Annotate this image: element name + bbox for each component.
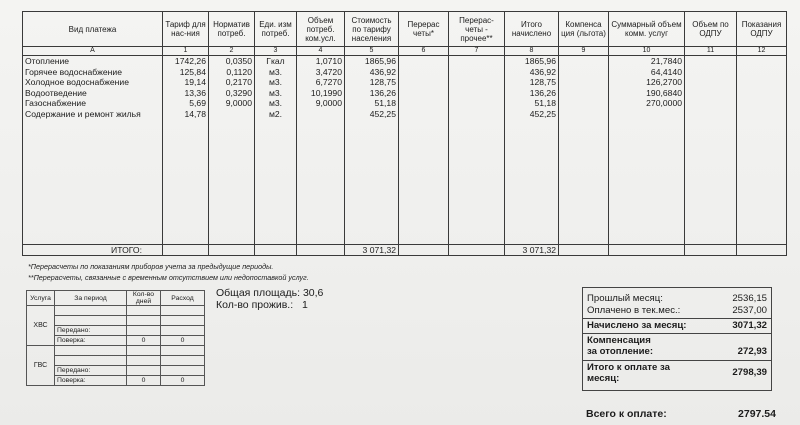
total-value: 436,92 [529, 66, 556, 77]
meter-readings-table [26, 290, 205, 386]
totals-empty [685, 245, 737, 256]
summary-value: 2537,00 [732, 305, 767, 316]
summary-label: Оплачено в тек.мес.: [587, 305, 681, 316]
summary-compensation [583, 333, 771, 359]
meter-consumption: 0 [161, 376, 205, 386]
sum-volume-value: 21,7840 [650, 56, 682, 66]
norm-value: 0,0350 [225, 56, 252, 66]
summary-to-pay [583, 360, 771, 386]
col-header: Норматив потреб. [209, 12, 255, 47]
totals-empty [609, 245, 685, 256]
meter-days: 0 [127, 376, 161, 386]
meter-check: Поверка: [55, 376, 127, 386]
summary-value: 272,93 [737, 346, 767, 357]
grand-total [586, 408, 776, 420]
total-area-value: 30,6 [302, 287, 324, 299]
tariff-value: 1742,26 [174, 56, 206, 66]
index-row [23, 47, 787, 56]
volume-value: 1,0710 [315, 56, 342, 66]
sum-volume-value: 64,4140 [650, 66, 682, 77]
meter-cell [127, 366, 161, 376]
norm-value: 0,3290 [225, 87, 252, 98]
total-column [505, 56, 559, 245]
charges-body [23, 56, 787, 245]
col-index: 1 [163, 47, 209, 56]
unit-value: Гкал [266, 56, 285, 66]
col-index: 11 [685, 47, 737, 56]
meter-col-header: За период [55, 291, 127, 306]
cost-value: 1865,96 [364, 56, 396, 66]
meter-cell [161, 306, 205, 316]
col-header: Перерас-четы - прочее** [449, 12, 505, 47]
service-name: Отопление [25, 56, 70, 66]
meter-cell [127, 316, 161, 326]
summary-value: 2798,39 [732, 367, 767, 378]
summary-label: Компенсация [587, 335, 651, 346]
col-header: Перерас четы* [399, 12, 449, 47]
service-name: Газоснабжение [25, 98, 86, 108]
meter-header-row [27, 291, 205, 306]
recalc-other-column [449, 56, 505, 245]
col-index: 8 [505, 47, 559, 56]
odpu-volume-column [685, 56, 737, 245]
col-header: Еди. изм потреб. [255, 12, 297, 47]
meter-service: ХВС [27, 306, 55, 346]
meter-consumption: 0 [161, 336, 205, 346]
sum-volume-column [609, 56, 685, 245]
totals-row [23, 245, 787, 256]
meter-check: Поверка: [55, 336, 127, 346]
cost-column [345, 56, 399, 245]
col-header: Суммарный объем комм. услуг [609, 12, 685, 47]
col-header: Тариф для нас-ния [163, 12, 209, 47]
cost-value: 452,25 [369, 108, 396, 119]
total-value: 1865,96 [524, 56, 556, 66]
total-value: 452,25 [529, 108, 556, 119]
summary-label: Прошлый месяц: [587, 293, 663, 304]
col-index: 7 [449, 47, 505, 56]
meter-cell [161, 356, 205, 366]
totals-empty [449, 245, 505, 256]
col-index: 4 [297, 47, 345, 56]
unit-value: м3. [268, 98, 283, 108]
meter-service: ГВС [27, 346, 55, 386]
meter-cell [55, 356, 127, 366]
meter-transferred: Передано: [55, 366, 127, 376]
residents-value: 1 [302, 299, 308, 311]
summary-value: 2536,15 [732, 293, 767, 304]
sum-volume-value: 270,0000 [646, 98, 682, 108]
service-name: Холодное водоснабжение [25, 77, 129, 87]
footnote-recalc: *Перерасчеты по показаниям приборов учета за предыдущие периоды. [28, 262, 274, 271]
total-area-label: Общая площадь: [216, 287, 301, 299]
meter-transferred: Передано: [55, 326, 127, 336]
totals-total: 3 071,32 [505, 245, 559, 256]
col-header: Вид платежа [23, 12, 163, 47]
meter-row [27, 306, 205, 316]
meter-cell [161, 346, 205, 356]
volume-value: 6,7270 [315, 77, 342, 87]
summary-label: Начислено за месяц: [587, 320, 687, 331]
total-value: 51,18 [534, 98, 556, 108]
summary-label: месяц: [587, 373, 620, 384]
totals-empty [559, 245, 609, 256]
tariff-value: 14,78 [184, 108, 206, 119]
sum-volume-value: 190,6840 [646, 87, 682, 98]
meter-cell [161, 366, 205, 376]
unit-value: м3. [268, 87, 283, 98]
totals-label: ИТОГО: [23, 245, 163, 256]
meter-cell [161, 316, 205, 326]
summary-value: 3071,32 [732, 320, 767, 331]
meter-col-header: Кол-во дней [127, 291, 161, 306]
cost-value: 51,18 [374, 98, 396, 108]
tariff-value: 125,84 [179, 66, 206, 77]
tariff-value: 19,14 [184, 77, 206, 87]
unit-value: м2. [268, 108, 283, 119]
col-index: 9 [559, 47, 609, 56]
col-header: Объем потреб. ком.усл. [297, 12, 345, 47]
totals-cost: 3 071,32 [345, 245, 399, 256]
tariff-value: 13,36 [184, 87, 206, 98]
col-index: 5 [345, 47, 399, 56]
odpu-readings-column [737, 56, 787, 245]
col-index: 3 [255, 47, 297, 56]
volume-value: 3,4720 [315, 66, 342, 77]
meter-col-header: Услуга [27, 291, 55, 306]
col-header: Показания ОДПУ [737, 12, 787, 47]
service-name: Горячее водоснабжение [25, 66, 122, 77]
cost-value: 128,75 [369, 77, 396, 87]
unit-value: м3. [268, 66, 283, 77]
totals-empty [255, 245, 297, 256]
residents-count [216, 299, 308, 311]
meter-col-header: Расход [161, 291, 205, 306]
grand-total-value: 2797.54 [738, 408, 776, 420]
summary-accrued [583, 318, 771, 332]
volume-value [299, 109, 342, 120]
cost-value: 136,26 [369, 87, 396, 98]
tariff-column [163, 56, 209, 245]
total-value: 136,26 [529, 87, 556, 98]
meter-cell [127, 346, 161, 356]
service-names [23, 56, 163, 245]
col-index: 6 [399, 47, 449, 56]
residents-label: Кол-во прожив.: [216, 299, 294, 311]
compensation-column [559, 56, 609, 245]
tariff-value: 5,69 [189, 98, 206, 108]
totals-empty [399, 245, 449, 256]
meter-cell [127, 326, 161, 336]
totals-empty [737, 245, 787, 256]
col-index: А [23, 47, 163, 56]
totals-empty [297, 245, 345, 256]
meter-cell [55, 346, 127, 356]
meter-cell [55, 306, 127, 316]
norm-value: 9,0000 [225, 98, 252, 108]
norm-column [209, 56, 255, 245]
sum-volume-value: 126,2700 [646, 77, 682, 87]
charges-table [22, 11, 787, 256]
col-header: Стоимость по тарифу населения [345, 12, 399, 47]
recalc-column [399, 56, 449, 245]
meter-days: 0 [127, 336, 161, 346]
total-value: 128,75 [529, 77, 556, 87]
summary-label: Итого к оплате за [587, 362, 670, 373]
col-index: 10 [609, 47, 685, 56]
service-name: Водоотведение [25, 87, 87, 98]
col-header: Объем по ОДПУ [685, 12, 737, 47]
volume-value: 9,0000 [315, 98, 342, 108]
header-row [23, 12, 787, 47]
meter-row [27, 346, 205, 356]
totals-empty [163, 245, 209, 256]
volume-column [297, 56, 345, 245]
col-index: 2 [209, 47, 255, 56]
norm-value [211, 109, 252, 120]
col-header: Компенса ция (льгота) [559, 12, 609, 47]
grand-total-label: Всего к оплате: [586, 408, 667, 420]
meter-cell [127, 356, 161, 366]
meter-cell [127, 306, 161, 316]
service-name: Содержание и ремонт жилья [25, 108, 141, 119]
total-area [216, 287, 323, 299]
footnote-recalc-other: **Перерасчеты, связанные с временным отсутствием или недопоставкой услуг. [28, 273, 309, 282]
volume-value: 10,1990 [310, 87, 342, 98]
col-header: Итого начислено [505, 12, 559, 47]
col-index: 12 [737, 47, 787, 56]
totals-empty [209, 245, 255, 256]
meter-cell [55, 316, 127, 326]
summary-label: за отопление: [587, 346, 654, 357]
norm-value: 0,2170 [225, 77, 252, 87]
meter-cell [161, 326, 205, 336]
unit-value: м3. [268, 77, 283, 87]
norm-value: 0,1120 [226, 66, 252, 77]
unit-column [255, 56, 297, 245]
payment-summary [582, 287, 772, 391]
cost-value: 436,92 [369, 66, 396, 77]
